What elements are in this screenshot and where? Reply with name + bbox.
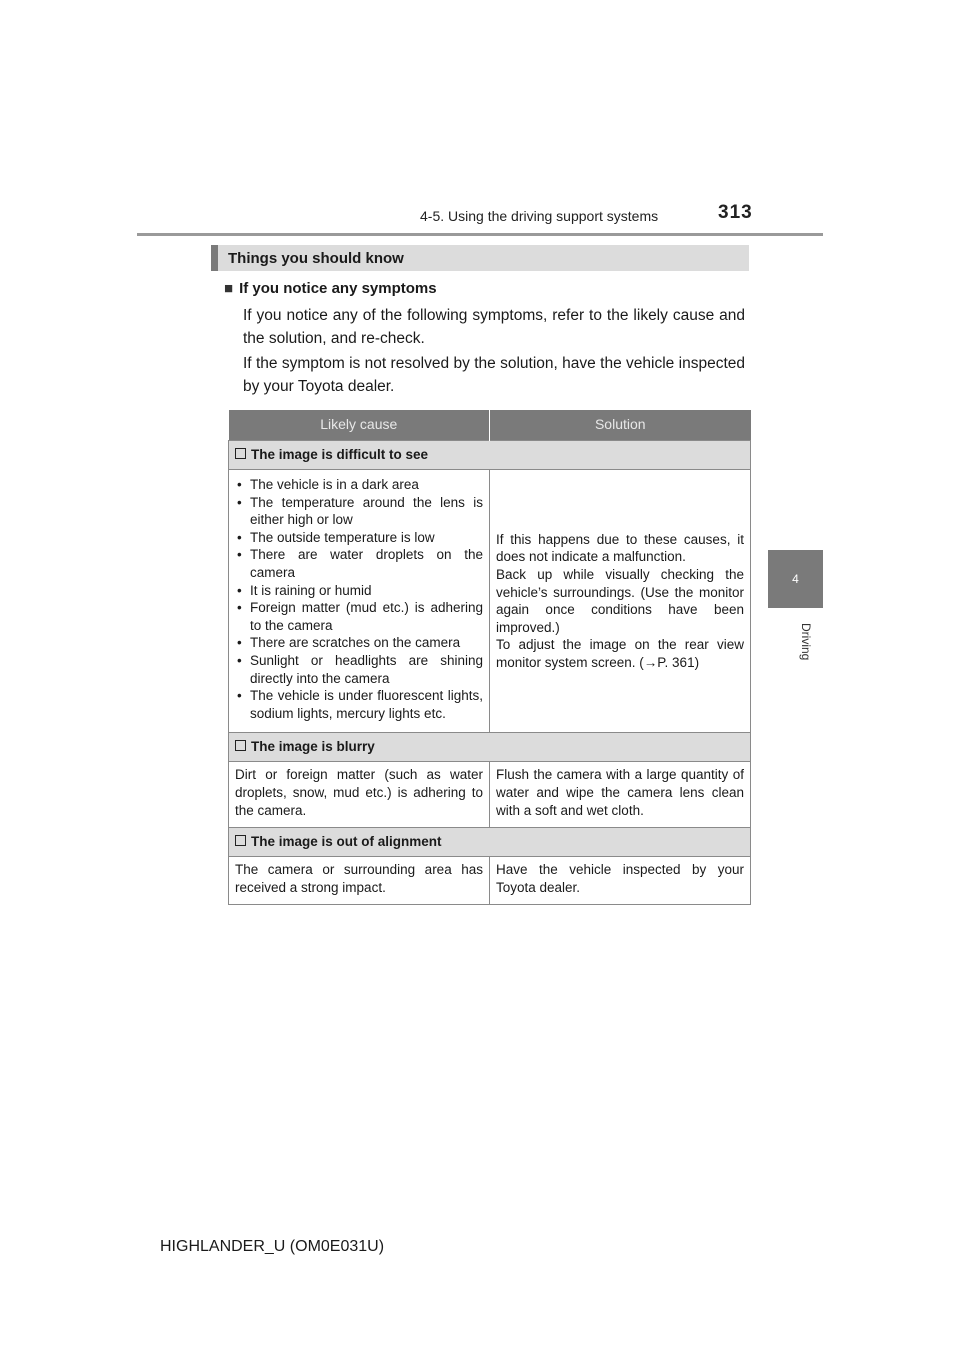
header-rule <box>137 233 823 236</box>
page-number: 313 <box>718 202 753 223</box>
list-item: • Sunlight or headlights are shining directly into the camera <box>235 652 483 687</box>
list-item: • There are scratches on the camera <box>235 634 483 652</box>
category-cell <box>229 828 751 857</box>
cause-cell: The camera or surrounding area has received a strong impact. <box>229 857 490 905</box>
section-title: Things you should know <box>211 245 749 271</box>
list-item: • The temperature around the lens is either high or low <box>235 494 483 529</box>
category-row <box>229 733 751 762</box>
subheading-text: If you notice any symptoms <box>239 280 437 297</box>
cause-list <box>235 476 483 722</box>
category-cell <box>229 441 751 470</box>
list-item: • It is raining or humid <box>235 582 483 600</box>
table-row <box>229 470 751 733</box>
solution-cell: Flush the camera with a large quantity of water and wipe the camera lens clean with a soft and wet cloth. <box>490 762 751 828</box>
column-header-likely-cause: Likely cause <box>229 410 490 441</box>
checkbox-square-icon <box>235 448 246 459</box>
checkbox-square-icon <box>235 740 246 751</box>
symptoms-table <box>228 410 751 905</box>
manual-footer: HIGHLANDER_U (OM0E031U) <box>160 1238 385 1255</box>
square-bullet-icon: ■ <box>224 280 234 297</box>
chapter-tab[interactable] <box>768 550 823 608</box>
running-header-section: 4-5. Using the driving support systems <box>420 208 659 224</box>
table-header-row <box>229 410 751 441</box>
solution-text: Back up while visually checking the vehicle’s surroundings. (Use the monitor again once conditions have been improved.) <box>496 566 744 635</box>
solution-text: To adjust the image on the rear view monitor system screen. (→P. 361) <box>496 637 744 670</box>
list-item: • The vehicle is under fluorescent lights, sodium lights, mercury lights etc. <box>235 687 483 722</box>
dealer-paragraph: If the symptom is not resolved by the solution, have the vehicle inspected by your Toyota dealer. <box>243 355 745 395</box>
category-row <box>229 441 751 470</box>
chapter-tab-label: Driving <box>799 623 813 661</box>
table-row <box>229 857 751 905</box>
intro-paragraph: If you notice any of the following symptoms, refer to the likely cause and the solution, and re-check. <box>243 307 745 347</box>
chapter-tab-number: 4 <box>792 572 799 586</box>
subheading <box>224 280 437 297</box>
cause-cell: Dirt or foreign matter (such as water droplets, snow, mud etc.) is adhering to the camera. <box>229 762 490 828</box>
cause-cell <box>229 470 490 733</box>
solution-cell: Have the vehicle inspected by your Toyota dealer. <box>490 857 751 905</box>
category-row <box>229 828 751 857</box>
solution-text: If this happens due to these causes, it does not indicate a malfunction. <box>496 531 744 565</box>
table-row <box>229 762 751 828</box>
category-title: The image is difficult to see <box>251 447 429 462</box>
checkbox-square-icon <box>235 835 246 846</box>
solution-cell <box>490 470 751 733</box>
category-title: The image is blurry <box>251 739 375 755</box>
column-header-solution: Solution <box>490 410 751 441</box>
list-item: • Foreign matter (mud etc.) is adhering to the camera <box>235 599 483 634</box>
list-item: • The outside temperature is low <box>235 529 483 547</box>
list-item: • The vehicle is in a dark area <box>235 476 483 494</box>
category-title: The image is out of alignment <box>251 834 442 850</box>
category-cell <box>229 733 751 762</box>
list-item: • There are water droplets on the camera <box>235 546 483 581</box>
